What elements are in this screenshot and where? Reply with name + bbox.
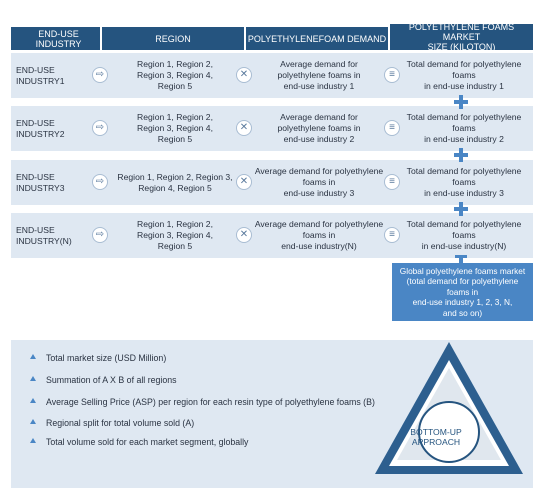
triangle-bullet-icon: [30, 376, 36, 381]
row-2-total: [400, 106, 528, 151]
row-4-total-line3: in end-use industry(N): [421, 241, 507, 251]
multiply-icon: ✕: [236, 67, 252, 83]
bullet-item-5: Total volume sold for each market segment, globally: [46, 437, 249, 447]
multiply-icon: ✕: [236, 120, 252, 136]
row-3-total-line3: in end-use industry 3: [424, 188, 504, 198]
row-3-demand-line2: foams in: [302, 177, 336, 187]
row-1-industry-line2: INDUSTRY1: [16, 75, 65, 86]
row-4-region-line3: Region 5: [157, 241, 193, 251]
row-4-demand-line2: foams in: [302, 230, 336, 240]
row-4-region-line2: Region 3, Region 4,: [137, 230, 213, 240]
row-2-industry-line1: END-USE: [16, 117, 55, 128]
row-2-total-line1: Total demand for polyethylene: [406, 112, 522, 122]
row-2-total-line2: foams: [452, 123, 476, 133]
row-1-demand: [252, 53, 386, 98]
row-3-demand: [252, 160, 386, 205]
connector-cap: [455, 255, 467, 258]
row-1-total-line3: in end-use industry 1: [424, 81, 504, 91]
row-2-region-line3: Region 5: [157, 134, 193, 144]
row-1-total: [400, 53, 528, 98]
row-3-region-line2: Region 4, Region 5: [138, 182, 212, 193]
pyramid-label: [408, 427, 464, 447]
row-2-region-line2: Region 3, Region 4,: [137, 123, 213, 133]
row-4-total-line2: foams: [452, 230, 476, 240]
row-4-total-line1: Total demand for polyethylene: [406, 219, 522, 229]
row-4-total: [400, 213, 528, 258]
row-3-total-line2: foams: [452, 177, 476, 187]
row-2-region-line1: Region 1, Region 2,: [137, 112, 213, 122]
row-3-industry-line1: END-USE: [16, 171, 55, 182]
row-1-region: [113, 53, 237, 98]
pyramid-label-line1: BOTTOM-UP: [410, 427, 462, 437]
equals-icon: ≡: [384, 67, 400, 83]
multiply-icon: ✕: [236, 174, 252, 190]
row-2-demand: [252, 106, 386, 151]
row-3-industry: [16, 160, 88, 205]
bullet-item-1: Total market size (USD Million): [46, 353, 167, 363]
global-box-line5: and so on): [442, 307, 483, 318]
row-3-region: [113, 160, 237, 205]
arrow-right-icon: ⇨: [92, 174, 108, 190]
header-region-label: REGION: [155, 33, 191, 44]
bullet-item-2: Summation of A X B of all regions: [46, 375, 177, 385]
row-2-demand-line3: end-use industry 2: [283, 134, 355, 144]
header-industry-label: END-USE INDUSTRY: [35, 28, 82, 49]
row-4-industry: [16, 213, 88, 258]
row-1-total-line1: Total demand for polyethylene: [406, 59, 522, 69]
triangle-bullet-icon: [30, 438, 36, 443]
row-1-total-line2: foams: [452, 70, 476, 80]
row-1-demand-line2: polyethylene foams in: [277, 70, 361, 80]
row-1-industry: [16, 53, 88, 98]
multiply-icon: ✕: [236, 227, 252, 243]
triangle-bullet-icon: [30, 419, 36, 424]
row-4-demand-line1: Average demand for polyethylene: [254, 219, 384, 229]
header-demand: [246, 27, 388, 50]
pyramid-label-line2: APPROACH: [411, 437, 461, 447]
bullet-item-3: Average Selling Price (ASP) per region for each resin type of polyethylene foams (B): [46, 397, 375, 407]
row-2-region: [113, 106, 237, 151]
bullet-item-4: Regional split for total volume sold (A): [46, 418, 195, 428]
header-market-size: [390, 24, 533, 50]
row-1-region-line3: Region 5: [157, 81, 193, 91]
arrow-right-icon: ⇨: [92, 120, 108, 136]
row-2-demand-line2: polyethylene foams in: [277, 123, 361, 133]
row-4-demand: [252, 213, 386, 258]
row-3-total-line1: Total demand for polyethylene: [406, 166, 522, 176]
row-4-region: [113, 213, 237, 258]
row-1-region-line2: Region 3, Region 4,: [137, 70, 213, 80]
row-4-industry-line2: INDUSTRY(N): [16, 235, 72, 246]
arrow-right-icon: ⇨: [92, 227, 108, 243]
equals-icon: ≡: [384, 120, 400, 136]
row-3-region-line1: Region 1, Region 2, Region 3,: [117, 171, 233, 182]
equals-icon: ≡: [384, 174, 400, 190]
triangle-bullet-icon: [30, 354, 36, 359]
global-box-line4: end-use industry 1, 2, 3, N,: [412, 297, 513, 308]
row-2-industry-line2: INDUSTRY2: [16, 128, 65, 139]
row-1-demand-line3: end-use industry 1: [283, 81, 355, 91]
header-market-size-line2: SIZE (KILOTON): [427, 42, 496, 52]
header-end-use-industry: [11, 27, 100, 50]
global-box-line3: foams in: [446, 286, 479, 297]
row-3-demand-line3: end-use industry 3: [283, 188, 355, 198]
row-1-industry-line1: END-USE: [16, 64, 55, 75]
row-3-industry-line2: INDUSTRY3: [16, 182, 65, 193]
global-market-box: [392, 263, 533, 321]
header-market-size-line1: POLYETHYLENE FOAMS MARKET: [408, 22, 515, 42]
row-1-region-line1: Region 1, Region 2,: [137, 59, 213, 69]
row-2-demand-line1: Average demand for: [280, 112, 358, 122]
equals-icon: ≡: [384, 227, 400, 243]
row-4-region-line1: Region 1, Region 2,: [137, 219, 213, 229]
global-box-line2: (total demand for polyethylene: [406, 276, 519, 287]
row-3-demand-line1: Average demand for polyethylene: [254, 166, 384, 176]
row-4-industry-line1: END-USE: [16, 224, 55, 235]
triangle-bullet-icon: [30, 398, 36, 403]
header-region: [102, 27, 244, 50]
header-demand-label: POLYETHYLENEFOAM DEMAND: [247, 33, 387, 44]
row-3-total: [400, 160, 528, 205]
row-1-demand-line1: Average demand for: [280, 59, 358, 69]
bottom-up-pyramid-icon: [371, 338, 527, 478]
global-box-line1: Global polyethylene foams market: [399, 265, 526, 276]
row-4-demand-line3: end-use industry(N): [281, 241, 357, 251]
row-2-total-line3: in end-use industry 2: [424, 134, 504, 144]
arrow-right-icon: ⇨: [92, 67, 108, 83]
row-2-industry: [16, 106, 88, 151]
